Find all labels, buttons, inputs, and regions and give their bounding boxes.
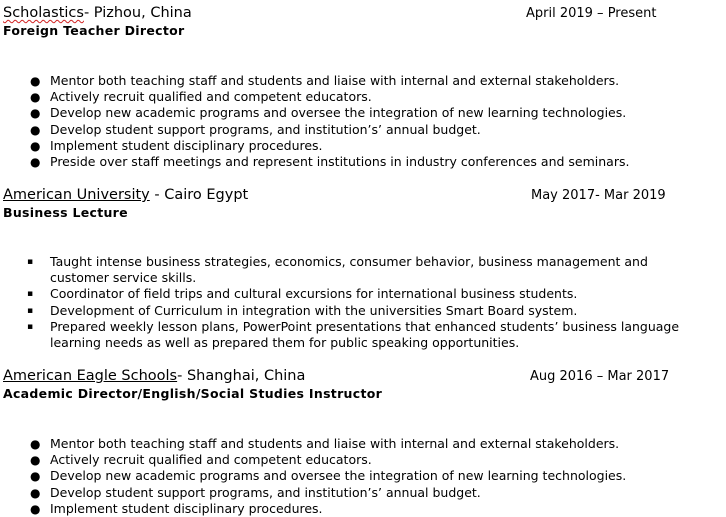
bullet-icon: ▪ [27, 321, 34, 332]
job-entry-american-eagle-schools [0, 367, 726, 516]
bullet-icon: ● [30, 437, 41, 451]
list-item: ▪ Development of Curriculum in integration with the universities Smart Board system. [27, 302, 578, 318]
job-title: Foreign Teacher Director [3, 23, 185, 38]
job-entry-scholastics [0, 4, 726, 170]
list-item: ▪ Coordinator of field trips and cultural excursions for international business students. [27, 286, 578, 302]
bullet-icon: ● [30, 122, 41, 137]
list-item: ● Implement student disciplinary procedures. [30, 500, 323, 516]
list-item: ● Develop student support programs, and institution’s’ annual budget. [30, 121, 481, 137]
bullet-icon: ▪ [27, 257, 34, 267]
duties-list [0, 436, 726, 517]
list-item: ● Mentor both teaching staff and students and liaise with internal and external stakeholders. [30, 73, 620, 88]
employer-location: - Pizhou, China [83, 5, 192, 21]
employer-name: American University [3, 187, 150, 203]
list-item: ● Develop new academic programs and oversee the integration of new learning technologies. [30, 105, 627, 121]
bullet-icon: ● [30, 469, 41, 484]
job-dates: May 2017- Mar 2019 [531, 188, 666, 203]
bullet-icon: ● [30, 453, 41, 468]
employer-location: - Shanghai, China [177, 368, 306, 384]
job-header [0, 186, 726, 205]
bullet-icon: ▪ [27, 305, 34, 316]
employer [3, 186, 248, 205]
bullet-icon: ● [30, 485, 41, 500]
employer [3, 367, 305, 386]
job-header [0, 4, 726, 23]
job-title: Business Lecture [3, 205, 128, 220]
list-item: ● Actively recruit qualified and competent educators. [30, 89, 372, 105]
employer-name: Scholastics [3, 5, 84, 21]
bullet-icon: ● [30, 138, 41, 153]
list-item: ● Develop new academic programs and oversee the integration of new learning technologies. [30, 468, 627, 484]
list-item: ● Preside over staff meetings and represent institutions in industry conferences and seminars. [30, 154, 630, 170]
job-entry-american-university [0, 186, 726, 351]
bullet-icon: ● [30, 106, 41, 121]
bullet-icon: ▪ [27, 289, 34, 300]
bullet-icon: ● [30, 501, 41, 516]
list-item: ▪ Prepared weekly lesson plans, PowerPoint presentations that enhanced students’ business language learning needs as well as prepared them for public speaking opportunities. [27, 318, 680, 351]
bullet-icon: ● [30, 90, 41, 105]
job-header [0, 367, 726, 386]
list-item: ● Develop student support programs, and institution’s’ annual budget. [30, 484, 481, 500]
list-item: ● Actively recruit qualified and competent educators. [30, 452, 372, 468]
job-title: Academic Director/English/Social Studies Instructor [3, 386, 383, 401]
duties-list [0, 254, 726, 351]
list-item: ▪ Taught intense business strategies, economics, consumer behavior, business management and customer service skills. [27, 254, 648, 286]
bullet-icon: ● [30, 74, 41, 88]
job-dates: April 2019 – Present [526, 6, 657, 21]
list-item: ● Implement student disciplinary procedures. [30, 137, 323, 153]
job-dates: Aug 2016 – Mar 2017 [530, 369, 670, 384]
bullet-icon: ● [30, 155, 41, 170]
employer [3, 4, 192, 23]
list-item: ● Mentor both teaching staff and students and liaise with internal and external stakeholders. [30, 436, 620, 451]
employer-location: - Cairo Egypt [149, 187, 249, 203]
employer-name: American Eagle Schools [3, 368, 178, 384]
duties-list [0, 73, 726, 170]
